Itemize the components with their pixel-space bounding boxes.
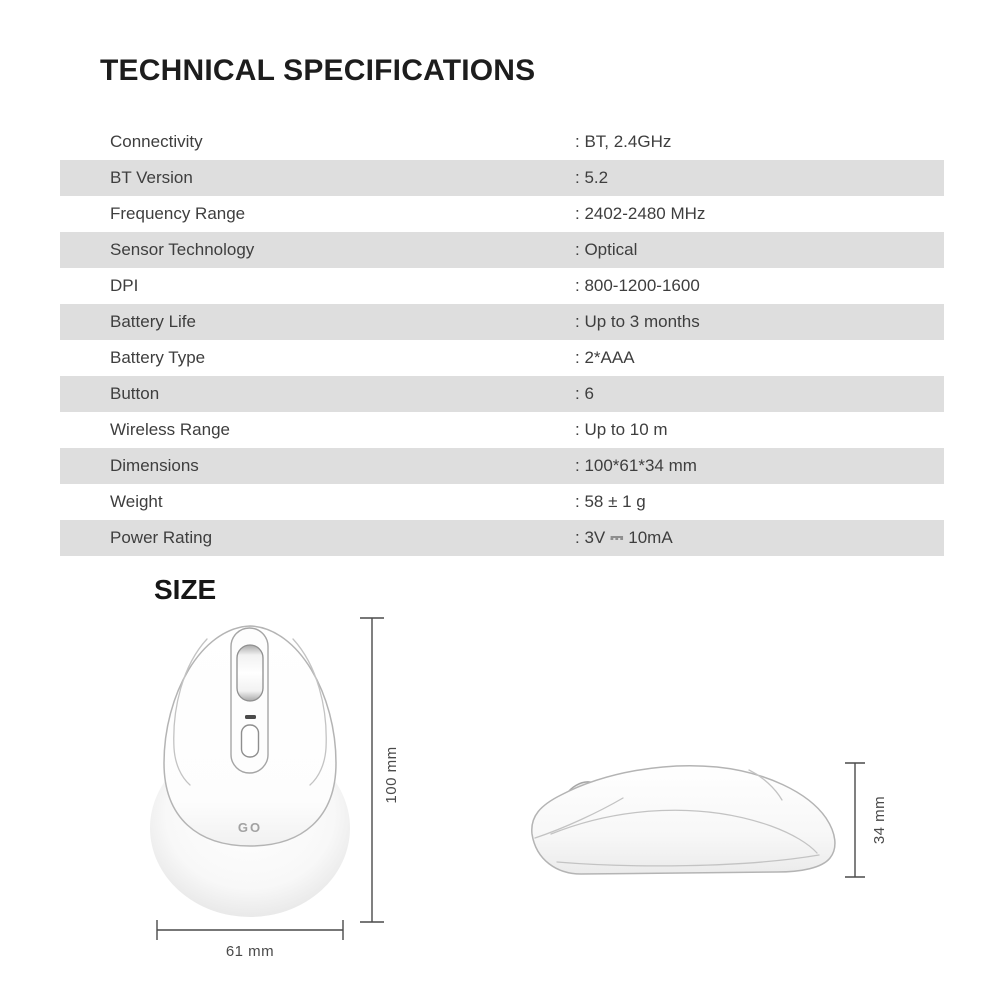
depth-dimension-label: 34 mm xyxy=(871,795,888,845)
spec-row-battery-life xyxy=(60,304,944,340)
spec-value: : 100*61*34 mm xyxy=(575,456,697,475)
page-title: TECHNICAL SPECIFICATIONS xyxy=(100,54,536,87)
side-body xyxy=(532,766,835,874)
width-dimension-line xyxy=(157,920,343,940)
scroll-wheel xyxy=(237,645,263,701)
depth-dimension-line xyxy=(845,763,865,877)
spec-label: Battery Type xyxy=(110,348,206,367)
go-logo: GO xyxy=(237,820,263,835)
spec-value: : Up to 10 m xyxy=(575,420,668,439)
mouse-side-view xyxy=(532,766,835,874)
spec-row-power-rating xyxy=(60,520,944,556)
spec-value: : Up to 3 months xyxy=(575,312,700,331)
spec-label: Power Rating xyxy=(110,528,213,547)
mouse-top-view xyxy=(150,626,350,917)
spec-value: : 6 xyxy=(575,384,594,403)
spec-row-dpi xyxy=(60,268,944,304)
spec-label: BT Version xyxy=(110,168,193,187)
spec-value: : BT, 2.4GHz xyxy=(575,132,672,151)
spec-label: Wireless Range xyxy=(110,420,230,439)
size-diagram xyxy=(0,560,1000,1000)
spec-row-connectivity xyxy=(60,124,944,160)
spec-row-wireless-range xyxy=(60,412,944,448)
spec-value: : 2402-2480 MHz xyxy=(575,204,706,223)
spec-row-frequency-range xyxy=(60,196,944,232)
led-indicator xyxy=(245,715,256,719)
spec-value: : Optical xyxy=(575,240,638,259)
height-dimension-label: 100 mm xyxy=(383,746,400,804)
spec-row-battery-type xyxy=(60,340,944,376)
size-heading: SIZE xyxy=(154,574,217,605)
spec-value: : 58 ± 1 g xyxy=(575,492,646,511)
spec-value: : 5.2 xyxy=(575,168,609,187)
spec-row-bt-version xyxy=(60,160,944,196)
spec-row-weight xyxy=(60,484,944,520)
spec-table xyxy=(60,124,944,556)
height-dimension-line xyxy=(360,618,384,922)
spec-label: Connectivity xyxy=(110,132,203,151)
spec-label: Battery Life xyxy=(110,312,196,331)
spec-label: Frequency Range xyxy=(110,204,246,223)
dpi-button xyxy=(242,725,259,757)
spec-row-button xyxy=(60,376,944,412)
width-dimension-label: 61 mm xyxy=(225,943,275,960)
spec-row-dimensions xyxy=(60,448,944,484)
spec-label: Button xyxy=(110,384,160,403)
spec-label: Dimensions xyxy=(110,456,199,475)
spec-value: : 2*AAA xyxy=(575,348,635,367)
spec-label: Sensor Technology xyxy=(110,240,255,259)
spec-value: : 3V ⎓ 10mA xyxy=(575,528,673,547)
spec-value: : 800-1200-1600 xyxy=(575,276,700,295)
spec-label: Weight xyxy=(110,492,163,511)
spec-label: DPI xyxy=(110,276,139,295)
spec-row-sensor-technology xyxy=(60,232,944,268)
